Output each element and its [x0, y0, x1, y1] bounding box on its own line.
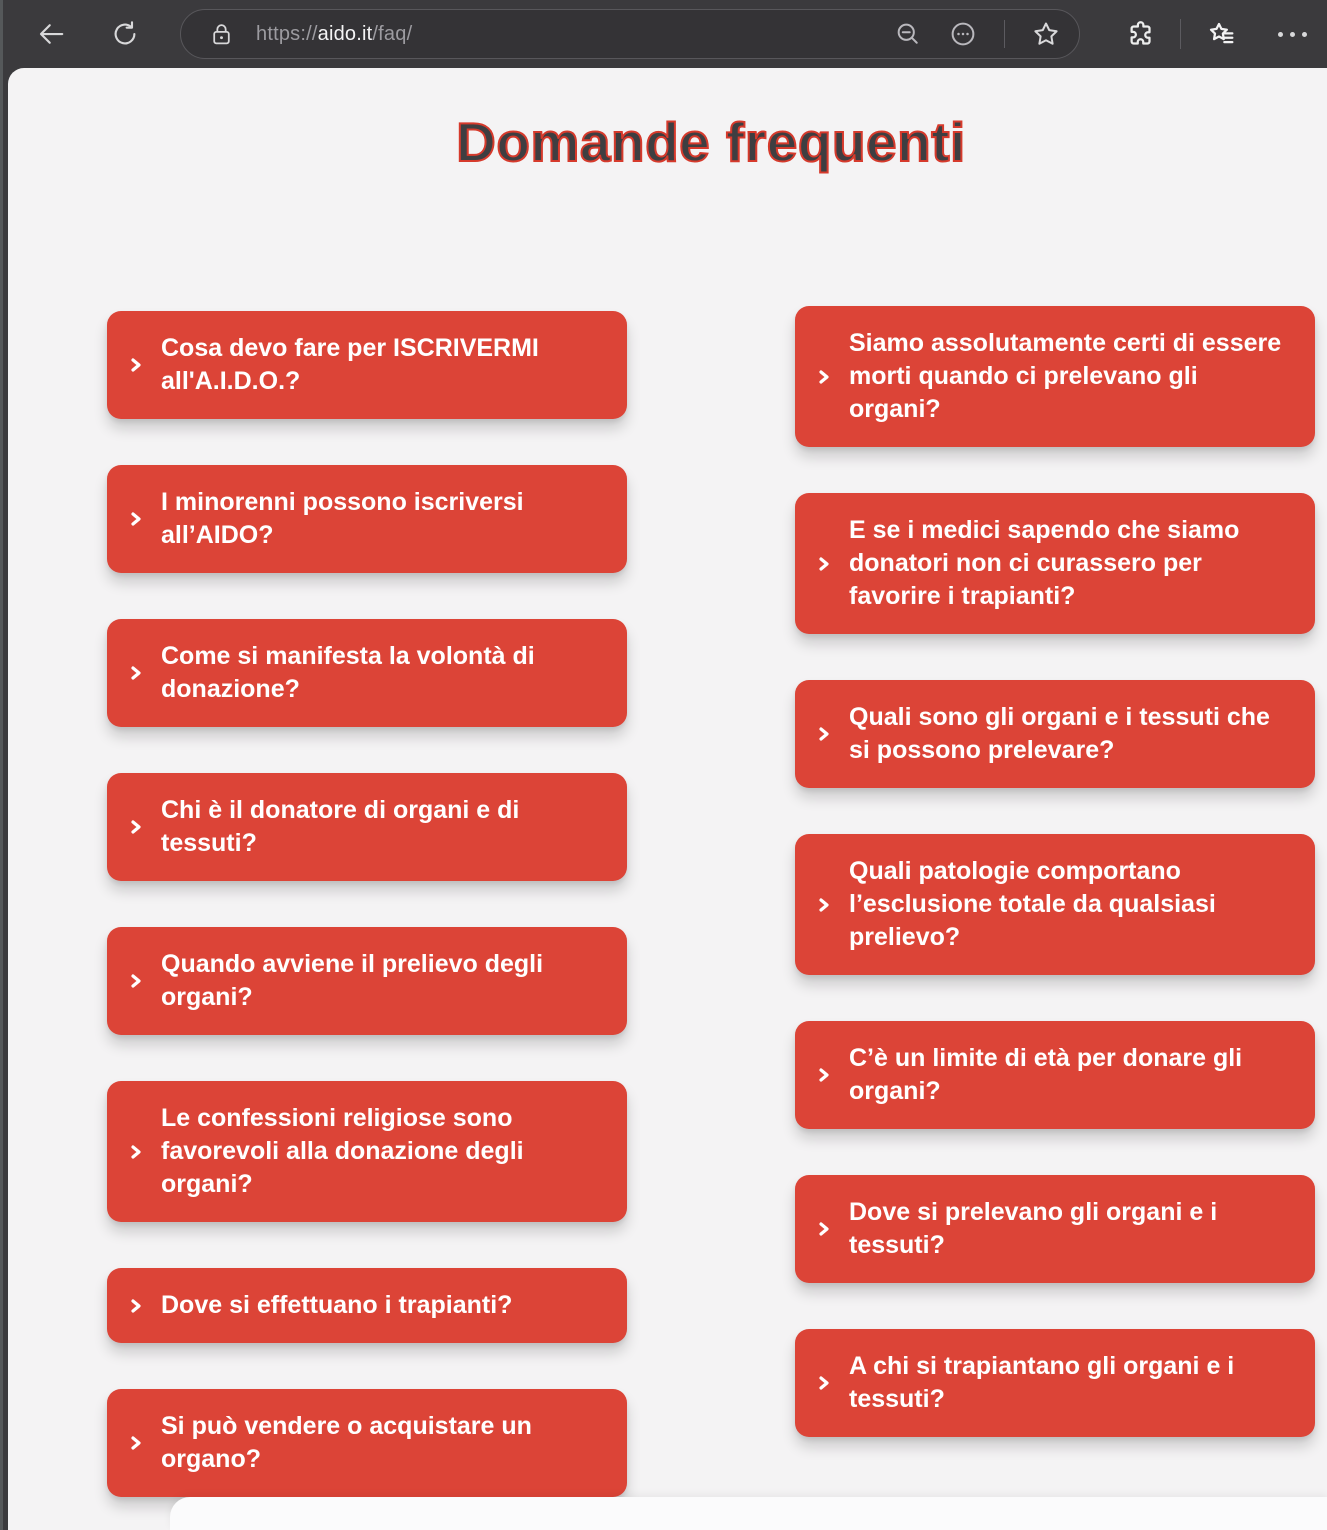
url-text[interactable]: [256, 23, 412, 46]
faq-question-button[interactable]: [107, 311, 627, 419]
faq-question-label: Quali sono gli organi e i tessuti che si possono prelevare?: [849, 703, 1270, 764]
chevron-right-icon: [129, 510, 143, 528]
chevron-right-icon: [817, 555, 831, 573]
faq-question-button[interactable]: [107, 1268, 627, 1343]
favorites-list-button[interactable]: [1205, 18, 1237, 50]
chevron-right-icon: [817, 368, 831, 386]
faq-question-label: C’è un limite di età per donare gli organi?: [849, 1044, 1243, 1105]
address-bar[interactable]: [180, 9, 1080, 59]
refresh-icon: [110, 19, 140, 49]
faq-question-button[interactable]: [795, 493, 1315, 634]
extensions-puzzle-icon: [1126, 19, 1156, 49]
chevron-right-icon: [129, 1297, 143, 1315]
faq-question-label: E se i medici sapendo che siamo donatori non ci curassero per favorire i trapianti?: [849, 516, 1240, 610]
faq-question-label: Si può vendere o acquistare un organo?: [161, 1412, 532, 1473]
faq-question-label: A chi si trapiantano gli organi e i tessuti?: [849, 1352, 1235, 1413]
lock-icon: [209, 20, 234, 48]
faq-question-label: Dove si prelevano gli organi e i tessuti?: [849, 1198, 1218, 1259]
faq-question-button[interactable]: [795, 680, 1315, 788]
faq-question-button[interactable]: [795, 1329, 1315, 1437]
faq-question-button[interactable]: [795, 1021, 1315, 1129]
chevron-right-icon: [129, 664, 143, 682]
settings-menu-button[interactable]: [1277, 32, 1307, 37]
faq-column-right: [795, 306, 1315, 1530]
page-viewport: [8, 68, 1327, 1530]
favorites-list-icon: [1205, 18, 1237, 50]
back-arrow-icon: [36, 19, 66, 49]
faq-question-label: Chi è il donatore di organi e di tessuti?: [161, 796, 520, 857]
extensions-button[interactable]: [1126, 19, 1156, 49]
faq-question-label: Le confessioni religiose sono favorevoli alla donazione degli organi?: [161, 1104, 524, 1198]
faq-question-button[interactable]: [107, 1081, 627, 1222]
faq-question-label: I minorenni possono iscriversi all’AIDO?: [161, 488, 524, 549]
more-circle-icon: [948, 19, 978, 49]
chevron-right-icon: [129, 1143, 143, 1161]
chevron-right-icon: [817, 1066, 831, 1084]
chevron-right-icon: [817, 1374, 831, 1392]
more-options-button[interactable]: [948, 19, 978, 49]
faq-question-button[interactable]: [107, 1389, 627, 1497]
faq-question-button[interactable]: [795, 1175, 1315, 1283]
url-path: /faq/: [372, 22, 413, 45]
url-domain: aido.it: [317, 22, 373, 45]
faq-columns: [107, 306, 1315, 1530]
chevron-right-icon: [129, 356, 143, 374]
faq-question-button[interactable]: [107, 927, 627, 1035]
faq-column-left: [107, 311, 627, 1530]
toolbar-divider: [1180, 19, 1181, 49]
window-edge: [0, 0, 3, 1530]
overflow-menu-icon: [1302, 32, 1307, 37]
favorite-star-icon: [1031, 19, 1061, 49]
chevron-right-icon: [817, 725, 831, 743]
faq-question-button[interactable]: [107, 619, 627, 727]
faq-content: [8, 110, 1315, 1530]
faq-question-label: Quando avviene il prelievo degli organi?: [161, 950, 544, 1011]
zoom-out-icon: [894, 20, 922, 48]
url-scheme: https://: [256, 22, 318, 45]
zoom-out-button[interactable]: [894, 20, 922, 48]
faq-question-label: Quali patologie comportano l’esclusione totale da qualsiasi prelievo?: [849, 857, 1216, 951]
page-title: Domande frequenti: [456, 111, 966, 173]
chevron-right-icon: [129, 972, 143, 990]
favorite-star-button[interactable]: [1031, 19, 1061, 49]
refresh-button[interactable]: [110, 19, 140, 49]
chevron-right-icon: [817, 896, 831, 914]
faq-question-label: Dove si effettuano i trapianti?: [161, 1291, 513, 1319]
chevron-right-icon: [129, 818, 143, 836]
chevron-right-icon: [129, 1434, 143, 1452]
overflow-menu-icon: [1278, 32, 1283, 37]
browser-toolbar: [0, 0, 1327, 68]
faq-question-button[interactable]: [795, 306, 1315, 447]
faq-question-button[interactable]: [107, 465, 627, 573]
address-bar-divider: [1004, 20, 1005, 48]
faq-question-label: Siamo assolutamente certi di essere morti quando ci prelevano gli organi?: [849, 329, 1282, 423]
faq-question-label: Cosa devo fare per ISCRIVERMI all'A.I.D.O.?: [161, 334, 539, 395]
faq-question-button[interactable]: [795, 834, 1315, 975]
bottom-panel-partial: [170, 1497, 1327, 1530]
faq-question-label: Come si manifesta la volontà di donazione?: [161, 642, 535, 703]
overflow-menu-icon: [1290, 32, 1295, 37]
back-button[interactable]: [36, 19, 66, 49]
faq-question-button[interactable]: [107, 773, 627, 881]
chevron-right-icon: [817, 1220, 831, 1238]
